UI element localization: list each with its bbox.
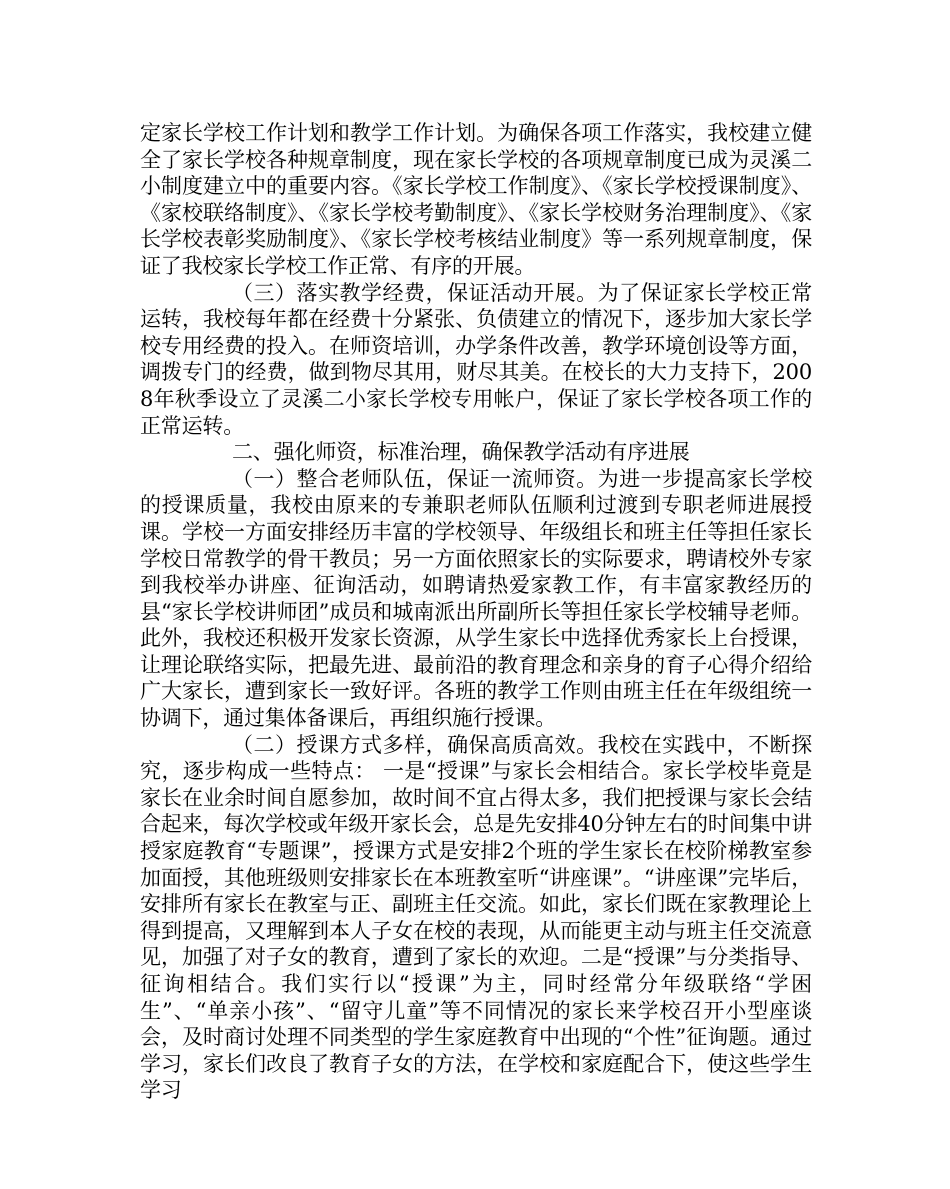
paragraph-rules: 定家长学校工作计划和教学工作计划。为确保各项工作落实，我校建立健全了家长学校各种规章制度，现在家长学校的各项规章制度已成为灵溪二小制度建立中的重要内容。《家长学校工作制度》、《家长学校授课制度》、《家校联络制度》、《家长学校考勤制度》、《家长学校财务治理制度》、《家长学校表彰奖励制度》、《家长学校考核结业制度》等一系列规章制度，保证了我校家长学校工作正常、有序的开展。 bbox=[140, 121, 812, 278]
paragraph-funding: （三）落实教学经费，保证活动开展。为了保证家长学校正常运转，我校每年都在经费十分紧张、负债建立的情况下，逐步加大家长学校专用经费的投入。在师资培训，办学条件改善，教学环境创设等方面，调拨专门的经费，做到物尽其用，财尽其美。在校长的大力支持下，2008年秋季设立了灵溪二小家长学校专用帐户，保证了家长学校各项工作的正常运转。 bbox=[140, 280, 812, 438]
paragraph-teaching-methods: （二）授课方式多样，确保高质高效。我校在实践中，不断探究，逐步构成一些特点： 一是“授课”与家长会相结合。家长学校毕竟是家长在业余时间自愿参加，故时间不宜占得太多，我们把授课与家长会结合起来，每次学校或年级开家长会，总是先安排40分钟左右的时间集中讲授家庭教育“专题课”，授课方式是安排2个班的学生家长在校阶梯教室参加面授，其他班级则安排家长在本班教室听“讲座课”。“讲座课”完毕后，安排所有家长在教室与正、副班主任交流。如此，家长们既在家教理论上得到提高，又理解到本人子女在校的表现，从而能更主动与班主任交流意见，加强了对子女的教育，遭到了家长的欢迎。二是“授课”与分类指导、征询相结合。我们实行以“授课”为主，同时经常分年级联络“学困生”、“单亲小孩”、“留守儿童”等不同情况的家长来学校召开小型座谈会，及时商讨处理不同类型的学生家庭教育中出现的“个性”征询题。通过学习，家长们改良了教育子女的方法，在学校和家庭配合下，使这些学生学习 bbox=[140, 732, 812, 1103]
paragraph-teacher-team: （一）整合老师队伍，保证一流师资。为进一步提高家长学校的授课质量，我校由原来的专兼职老师队伍顺利过渡到专职老师进展授课。学校一方面安排经历丰富的学校领导、年级组长和班主任等担任家长学校日常教学的骨干教员；另一方面依照家长的实际要求，聘请校外专家到我校举办讲座、征询活动，如聘请热爱家教工作，有丰富家教经历的县“家长学校讲师团”成员和城南派出所副所长等担任家长学校辅导老师。此外，我校还积极开发家长资源，从学生家长中选择优秀家长上台授课，让理论联络实际，把最先进、最前沿的教育理念和亲身的育子心得介绍给广大家长，遭到家长一致好评。各班的教学工作则由班主任在年级组统一协调下，通过集体备课后，再组织施行授课。 bbox=[140, 466, 812, 731]
section-heading-teachers: 二、强化师资，标准治理，确保教学活动有序进展 bbox=[232, 440, 690, 465]
document-page bbox=[140, 120, 812, 1104]
